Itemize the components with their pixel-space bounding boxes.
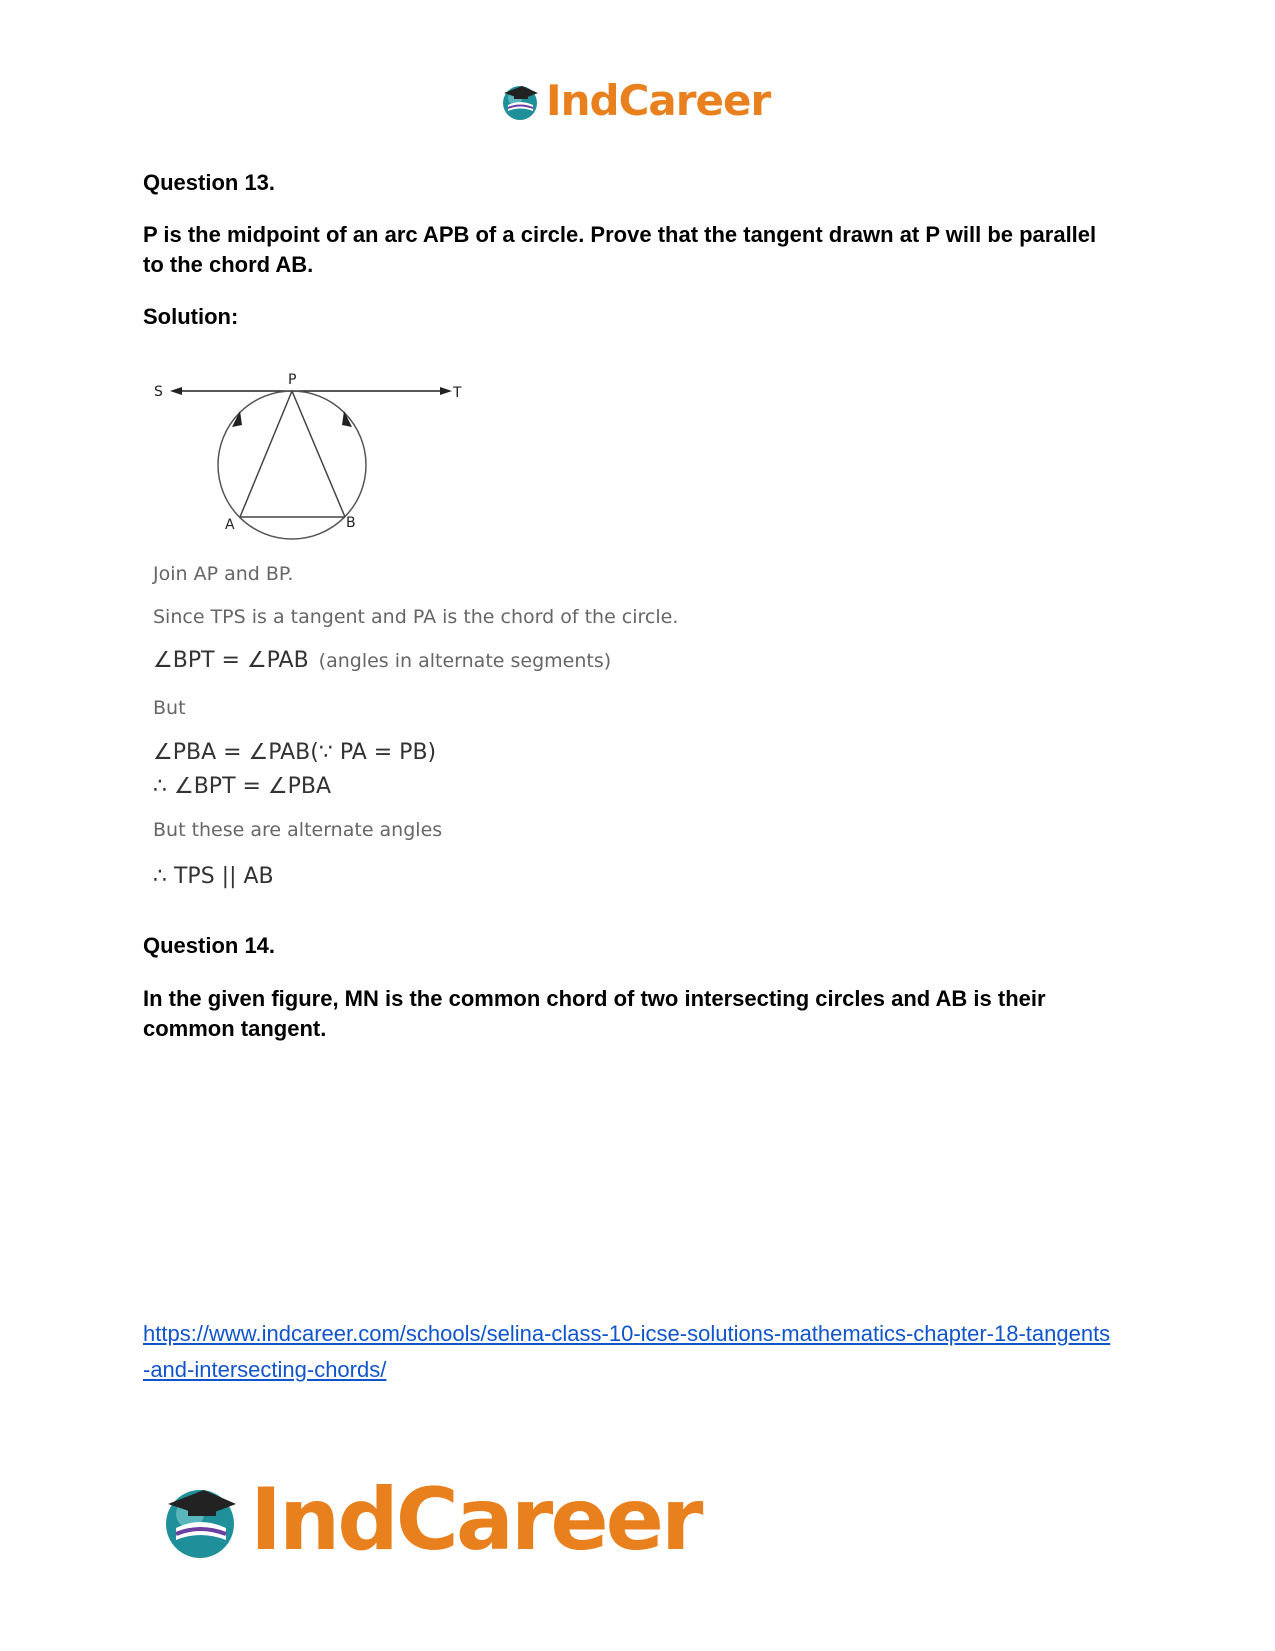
chord-pa [240,391,292,517]
solution-line-4: But [153,697,186,719]
arrow-t-icon [440,387,452,395]
solution-line-1: Join AP and BP. [153,563,294,585]
globe-graduation-cap-icon [160,1480,240,1560]
solution-line-3-note: (angles in alternate segments) [318,650,612,672]
label-p: P [288,372,297,388]
solution-line-6: ∴ ∠BPT = ∠PBA [153,774,332,799]
question-14-text: In the given figure, MN is the common chord of two intersecting circles and AB is their common tangent. [143,986,1046,1041]
solution-line-5: ∠PBA = ∠PAB(∵ PA = PB) [153,740,437,765]
logo-text: IndCareer [546,76,771,125]
tangent-circle-figure [148,365,478,550]
source-link[interactable]: https://www.indcareer.com/schools/selina-class-10-icse-solutions-mathematics-chapter-18-tangents-and-intersecting-chords/ [143,1321,1111,1382]
solution-label: Solution: [143,304,239,329]
footer-logo-text: IndCareer [250,1470,701,1570]
solution-line-8: ∴ TPS || AB [153,864,274,889]
arrow-s-icon [170,387,182,395]
footer-logo [160,1470,700,1570]
label-s: S [154,384,163,400]
header-logo [500,76,770,125]
solution-line-3-math: ∠BPT = ∠PAB [153,648,309,673]
chord-pb [292,391,345,517]
question-14-heading: Question 14. [143,933,276,958]
solution-line-7: But these are alternate angles [153,819,443,841]
globe-graduation-cap-icon [500,81,540,121]
label-b: B [346,515,356,531]
label-t: T [453,385,462,401]
solution-line-3 [153,648,611,673]
solution-line-2: Since TPS is a tangent and PA is the chord of the circle. [153,606,679,628]
question-13-heading: Question 13. [143,170,276,195]
label-a: A [225,517,235,533]
question-13-text: P is the midpoint of an arc APB of a circle. Prove that the tangent drawn at P will be parallel to the chord AB. [143,222,1097,277]
